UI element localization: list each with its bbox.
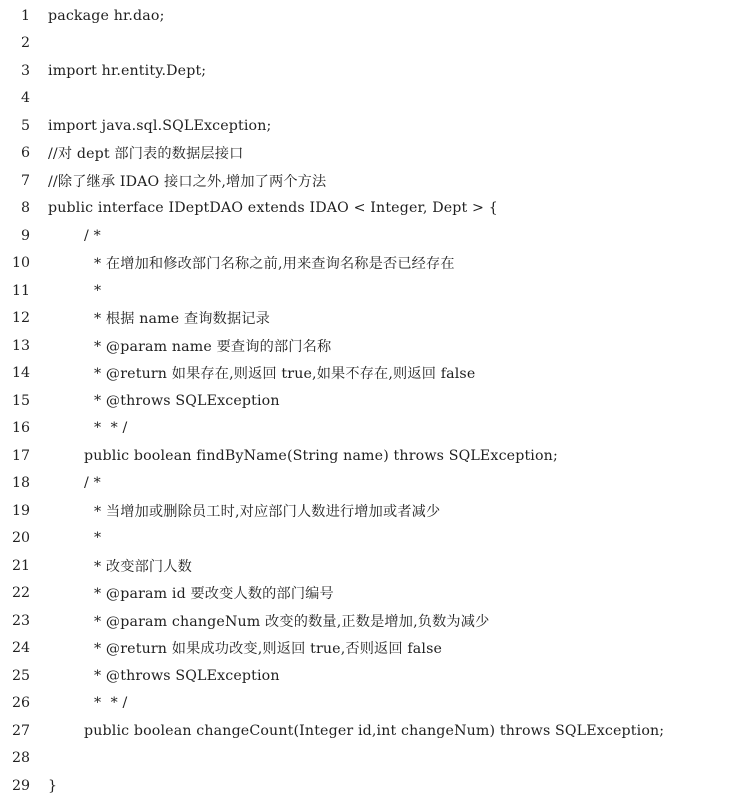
line-number: 21 [11,557,30,574]
code-line [0,332,739,360]
line-text: import hr.entity.Dept; [48,62,207,79]
line-number: 11 [11,282,30,299]
line-number: 5 [20,117,30,134]
code-line [0,222,739,250]
line-text: * 根据 name 查询数据记录 [94,311,270,328]
line-number: 23 [11,612,30,629]
code-line [0,360,739,388]
code-line [0,2,739,30]
code-line [0,140,739,168]
line-text: import java.sql.SQLException; [48,117,272,134]
code-line [0,662,739,690]
line-text: * @param changeNum 改变的数量,正数是增加,负数为减少 [94,613,490,630]
line-text: public boolean findByName(String name) throws SQLException; [84,447,558,464]
code-line [0,635,739,663]
line-text: //对 dept 部门表的数据层接口 [48,146,244,163]
code-line [0,195,739,223]
code-line [0,85,739,113]
code-line [0,497,739,525]
line-number: 17 [11,447,30,464]
line-number: 25 [11,667,30,684]
line-text: * @return 如果存在,则返回 true,如果不存在,则返回 false [94,366,476,383]
line-text: } [48,777,58,794]
code-line [0,772,739,800]
line-number: 18 [11,475,30,492]
code-line [0,112,739,140]
line-number: 27 [11,722,30,739]
line-text: public boolean changeCount(Integer id,int changeNum) throws SQLException; [84,722,665,739]
line-number: 20 [11,530,30,547]
line-number: 28 [11,750,30,767]
code-line [0,552,739,580]
code-line [0,717,739,745]
line-number: 22 [11,585,30,602]
line-number: 29 [11,777,30,794]
line-text: / * [84,475,101,492]
line-number: 12 [11,310,30,327]
code-line [0,525,739,553]
code-line [0,57,739,85]
code-line [0,470,739,498]
line-text: package hr.dao; [48,7,165,24]
line-text: * @param id 要改变人数的部门编号 [94,586,334,603]
line-number: 24 [11,640,30,657]
line-number: 16 [11,420,30,437]
line-text: public interface IDeptDAO extends IDAO < Integer, Dept > { [48,200,498,217]
line-number: 9 [20,227,30,244]
code-line [0,745,739,773]
line-text: * @throws SQLException [94,667,280,684]
code-line [0,580,739,608]
line-number: 6 [20,145,30,162]
line-text: * @return 如果成功改变,则返回 true,否则返回 false [94,641,443,658]
line-number: 1 [20,7,30,24]
line-text: * @throws SQLException [94,392,280,409]
line-text: * 当增加或删除员工时,对应部门人数进行增加或者减少 [94,503,441,520]
line-number: 14 [11,365,30,382]
line-text: * [94,282,102,299]
line-number: 2 [20,35,30,52]
line-text: * * / [94,420,128,437]
line-number: 15 [11,392,30,409]
code-line [0,305,739,333]
code-line [0,690,739,718]
code-line [0,30,739,58]
code-line [0,277,739,305]
code-line [0,387,739,415]
line-text: * [94,530,102,547]
code-line [0,607,739,635]
line-number: 19 [11,502,30,519]
code-line [0,250,739,278]
code-line [0,442,739,470]
line-number: 3 [20,62,30,79]
line-text: * * / [94,695,128,712]
line-text: * 在增加和修改部门名称之前,用来查询名称是否已经存在 [94,256,455,273]
code-line [0,415,739,443]
code-line [0,167,739,195]
line-number: 13 [11,337,30,354]
line-text: / * [84,227,101,244]
line-number: 4 [20,90,30,107]
line-text: //除了继承 IDAO 接口之外,增加了两个方法 [48,173,327,190]
line-number: 7 [20,172,30,189]
line-number: 8 [20,200,30,217]
line-text: * @param name 要查询的部门名称 [94,338,332,355]
line-number: 10 [11,255,30,272]
line-text: * 改变部门人数 [94,558,192,575]
line-number: 26 [11,695,30,712]
